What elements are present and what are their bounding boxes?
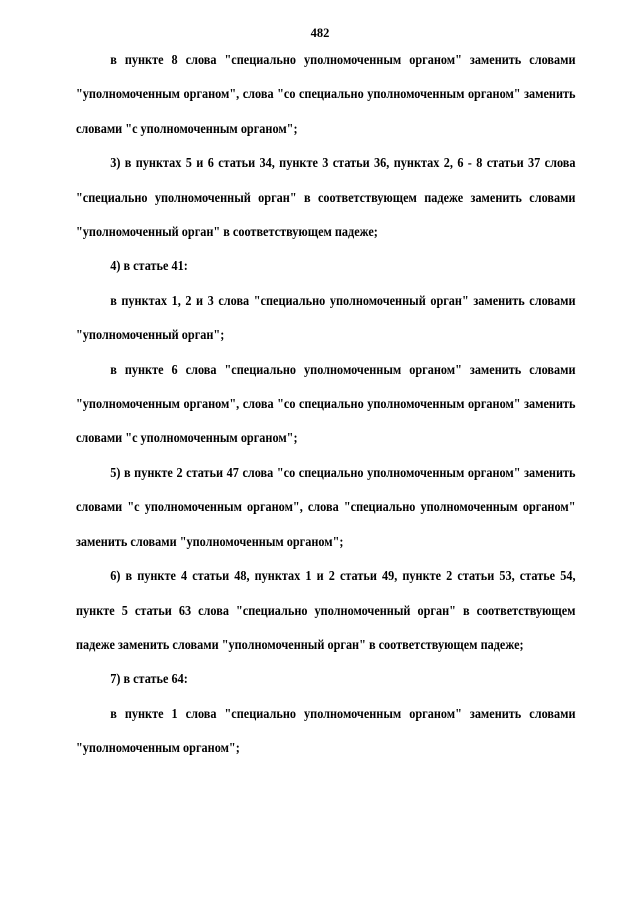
paragraph: в пункте 6 слова "специально уполномоченным органом" заменить словами "уполномоченным органом", слова "со специально уполномоченным органом" заменить словами "с уполномоченным органом"; [76,361,576,446]
document-body [76,43,576,766]
page-number: 482 [310,26,330,40]
paragraph: в пунктах 1, 2 и 3 слова "специально уполномоченный орган" заменить словами "уполномоченный орган"; [76,292,576,343]
paragraph: 4) в статье 41: [110,258,188,274]
paragraph: 5) в пункте 2 статьи 47 слова "со специально уполномоченным органом" заменить словами "с уполномоченным органом", слова "специально уполномоченным органом" заменить словами "уполномоченным органом"; [76,464,576,549]
paragraph: 7) в статье 64: [110,671,188,687]
paragraph: в пункте 1 слова "специально уполномоченным органом" заменить словами "уполномоченным органом"; [76,705,576,756]
paragraph: 6) в пункте 4 статьи 48, пунктах 1 и 2 статьи 49, пункте 2 статьи 53, статье 54, пункте 5 статьи 63 слова "специально уполномоченный орган" в соответствующем падеже заменить словами "уполномоченный орган" в соответствующем падеже; [76,568,576,652]
paragraph: 3) в пунктах 5 и 6 статьи 34, пункте 3 статьи 36, пунктах 2, 6 - 8 статьи 37 слова "специально уполномоченный орган" в соответствующем падеже заменить словами "уполномоченный орган" в соответствующем падеже; [76,155,576,240]
paragraph: в пункте 8 слова "специально уполномоченным органом" заменить словами "уполномоченным органом", слова "со специально уполномоченным органом" заменить словами "с уполномоченным органом"; [76,52,576,136]
